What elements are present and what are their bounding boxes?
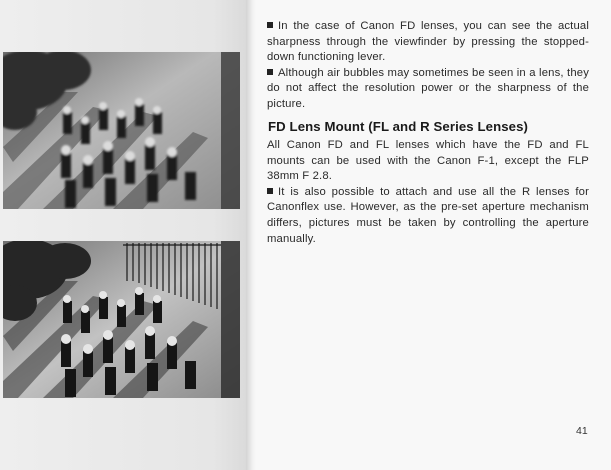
section-heading [268,119,528,134]
notes-block [267,19,589,113]
photo-band-soft [3,52,240,209]
mount-text-1: All Canon FD and FL lenses which have the FD and FL mounts can be used with the Canon F-1, except the FLP 38mm F 2.8. [267,139,589,183]
section-heading-paren: (FL and R Series Lenses) [368,119,529,134]
bullet-square-icon [267,188,273,194]
section-heading-main: FD Lens Mount [268,119,369,134]
note-text-2: Although air bubbles may sometimes be seen in a lens, they do not affect the resolution power or the sharpness of the picture. [267,66,589,110]
note-paragraph-2 [267,66,589,113]
photo-band-soft-image [3,52,240,209]
note-paragraph-1 [267,19,589,66]
mount-paragraph-1 [267,138,589,185]
bullet-square-icon [267,22,273,28]
mount-paragraph-2 [267,185,589,247]
mount-text-2: It is also possible to attach and use all the R lenses for Canonflex use. However, as the pre-set aperture mechanism differs, pictures must be taken by controlling the aperture manually. [267,185,589,245]
book-gutter [246,0,256,470]
page-number: 41 [576,425,588,437]
note-text-1: In the case of Canon FD lenses, you can see the actual sharpness through the viewfinder by pressing the stopped-down functioning lever. [267,20,589,64]
photo-band-sharp [3,241,240,398]
bullet-square-icon [267,69,273,75]
photo-band-sharp-image [3,241,240,398]
mount-block [267,138,589,247]
